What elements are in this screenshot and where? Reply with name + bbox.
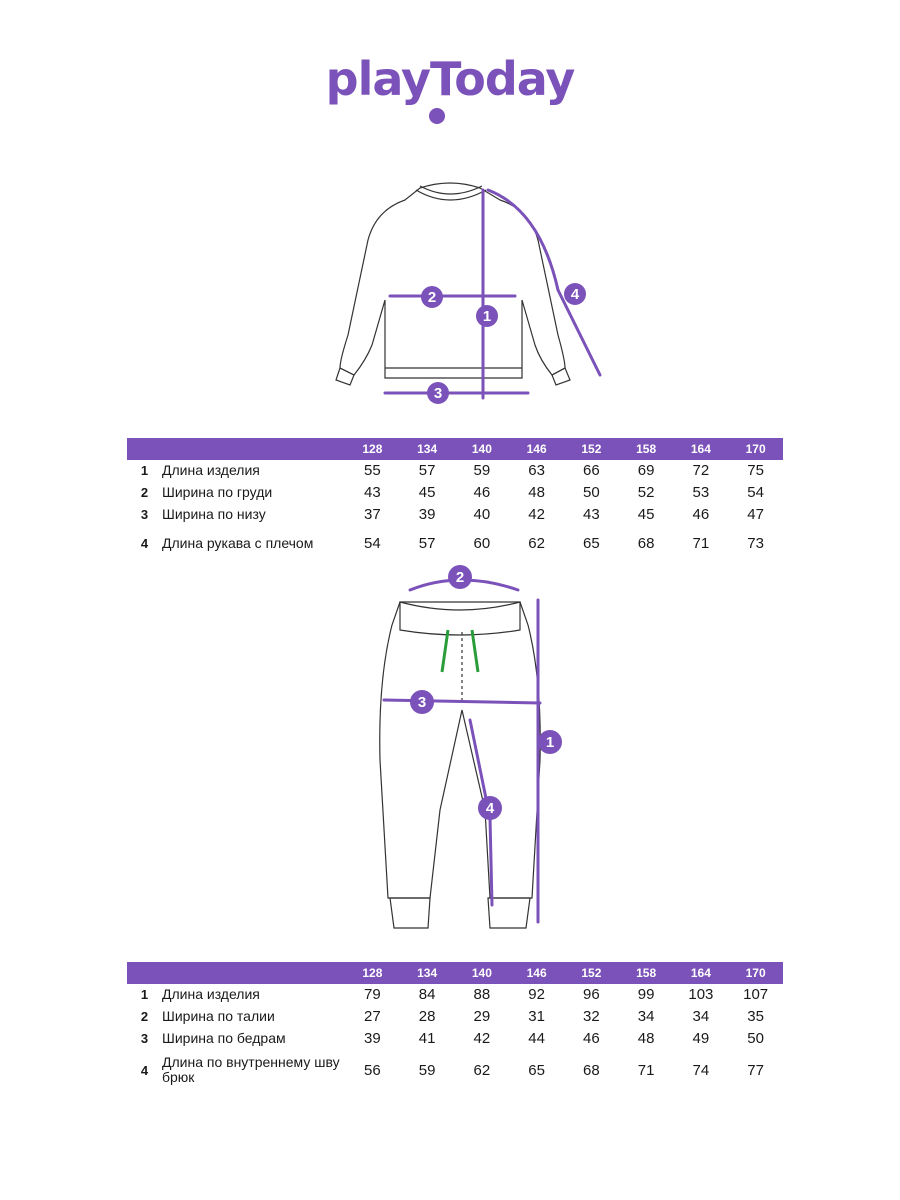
size-header-cell: 158 <box>636 966 657 980</box>
size-header-cell: 128 <box>362 442 383 456</box>
table-cell: 46 <box>473 483 491 501</box>
table-row <box>127 460 783 481</box>
table-cell: 56 <box>364 1061 381 1079</box>
row-label: Длина изделия <box>162 462 260 478</box>
table-cell: 84 <box>418 986 436 1003</box>
table-cell: 34 <box>637 1007 655 1025</box>
table-cell: 65 <box>583 534 600 552</box>
pants-table-header <box>127 962 783 984</box>
row-number: 1 <box>140 463 149 478</box>
table-cell: 47 <box>747 505 764 523</box>
row-label: Длина рукава с плечом <box>162 534 314 551</box>
table-cell: 39 <box>364 1029 381 1047</box>
table-cell: 71 <box>692 534 710 552</box>
table-cell: 45 <box>418 483 436 501</box>
size-header-cell: 158 <box>636 442 657 456</box>
row-number: 3 <box>140 1030 149 1046</box>
sweatshirt-marker-4-label: 4 <box>570 286 580 303</box>
table-cell: 62 <box>528 534 545 552</box>
pants-hip-line <box>384 700 540 703</box>
table-cell: 68 <box>637 534 655 552</box>
table-cell: 60 <box>473 534 491 552</box>
row-number: 2 <box>140 1008 149 1024</box>
size-header-cell: 170 <box>745 966 766 980</box>
table-cell: 32 <box>583 1007 600 1025</box>
table-cell: 65 <box>528 1061 545 1079</box>
table-cell: 71 <box>637 1061 655 1079</box>
table-cell: 57 <box>418 534 436 552</box>
size-header-cell: 134 <box>417 966 438 980</box>
pants-marker-1-label: 1 <box>545 734 555 751</box>
table-cell: 45 <box>637 505 655 523</box>
row-number: 3 <box>140 506 149 522</box>
pants-marker-3-label: 3 <box>417 694 427 711</box>
table-cell: 46 <box>583 1029 600 1047</box>
table-cell: 88 <box>473 986 491 1003</box>
size-header-cell: 170 <box>745 442 766 456</box>
row-number: 1 <box>140 987 149 1002</box>
table-cell: 35 <box>747 1007 764 1025</box>
row-label: Ширина по бедрам <box>162 1029 286 1046</box>
table-cell: 62 <box>473 1061 491 1079</box>
table-cell: 74 <box>692 1061 710 1079</box>
table-cell: 31 <box>528 1007 545 1025</box>
table-cell: 42 <box>528 505 545 523</box>
size-header-cell: 164 <box>690 966 711 980</box>
size-header-cell: 152 <box>581 966 602 980</box>
table-cell: 68 <box>583 1061 600 1079</box>
sweatshirt-sleeve-line <box>488 190 600 375</box>
pants-drawing <box>370 560 590 940</box>
size-header-cell: 164 <box>690 442 711 456</box>
table-cell: 72 <box>692 462 710 479</box>
table-cell: 59 <box>418 1061 436 1079</box>
table-cell: 46 <box>692 505 710 523</box>
table-cell: 79 <box>364 986 381 1003</box>
table-cell: 44 <box>528 1029 545 1047</box>
table-cell: 43 <box>364 483 381 501</box>
pants-size-table <box>127 962 783 1091</box>
table-row <box>127 525 783 561</box>
size-header-cell: 152 <box>581 442 602 456</box>
table-cell: 66 <box>583 462 600 479</box>
size-header-cell: 140 <box>471 442 492 456</box>
size-header-cell: 140 <box>471 966 492 980</box>
row-label: Длина по внутреннему шву брюк <box>162 1054 340 1085</box>
table-row <box>127 1049 783 1091</box>
table-cell: 50 <box>747 1029 764 1047</box>
table-cell: 99 <box>637 986 655 1003</box>
sweatshirt-table-header <box>127 438 783 460</box>
table-cell: 54 <box>364 534 381 552</box>
table-cell: 27 <box>364 1007 381 1025</box>
table-row <box>127 984 783 1005</box>
table-row <box>127 1027 783 1049</box>
table-cell: 53 <box>692 483 710 501</box>
table-cell: 96 <box>583 986 600 1003</box>
table-cell: 63 <box>528 462 545 479</box>
size-header-cell: 128 <box>362 966 383 980</box>
table-cell: 41 <box>418 1029 436 1047</box>
table-cell: 40 <box>473 505 491 523</box>
row-number: 4 <box>140 535 149 551</box>
size-header-cell: 134 <box>417 442 438 456</box>
sweatshirt-drawing <box>290 170 630 410</box>
size-header-cell: 146 <box>526 442 547 456</box>
sweatshirt-size-table <box>127 438 783 561</box>
table-cell: 59 <box>473 462 491 479</box>
row-label: Длина изделия <box>162 986 260 1002</box>
table-cell: 75 <box>747 462 764 479</box>
row-number: 4 <box>140 1062 149 1078</box>
row-label: Ширина по низу <box>162 505 266 522</box>
table-cell: 37 <box>364 505 381 523</box>
table-cell: 39 <box>418 505 436 523</box>
table-cell: 107 <box>743 986 769 1003</box>
sweatshirt-marker-2-label: 2 <box>427 289 437 306</box>
pants-marker-2-label: 2 <box>455 569 465 586</box>
size-header-cell: 146 <box>526 966 547 980</box>
table-cell: 69 <box>637 462 655 479</box>
table-cell: 52 <box>637 483 655 501</box>
table-cell: 77 <box>747 1061 764 1079</box>
row-label: Ширина по талии <box>162 1007 275 1024</box>
table-cell: 49 <box>692 1029 710 1047</box>
table-row <box>127 1005 783 1027</box>
table-cell: 42 <box>473 1029 491 1047</box>
table-cell: 50 <box>583 483 600 501</box>
row-label: Ширина по груди <box>162 483 273 500</box>
table-cell: 55 <box>364 462 381 479</box>
table-row <box>127 503 783 525</box>
sweatshirt-marker-3-label: 3 <box>433 385 443 402</box>
table-cell: 103 <box>688 986 714 1003</box>
table-row <box>127 481 783 503</box>
table-cell: 48 <box>637 1029 655 1047</box>
table-cell: 73 <box>747 534 764 552</box>
table-cell: 29 <box>473 1007 491 1025</box>
table-cell: 43 <box>583 505 600 523</box>
logo-dot <box>429 108 445 124</box>
table-cell: 34 <box>692 1007 710 1025</box>
table-cell: 57 <box>418 462 436 479</box>
table-cell: 54 <box>747 483 764 501</box>
table-cell: 48 <box>528 483 545 501</box>
table-cell: 92 <box>528 986 545 1003</box>
sweatshirt-marker-1-label: 1 <box>482 308 492 325</box>
row-number: 2 <box>140 484 149 500</box>
brand-logo: playToday <box>325 52 575 106</box>
pants-marker-4-label: 4 <box>485 800 495 817</box>
table-cell: 28 <box>418 1007 436 1025</box>
